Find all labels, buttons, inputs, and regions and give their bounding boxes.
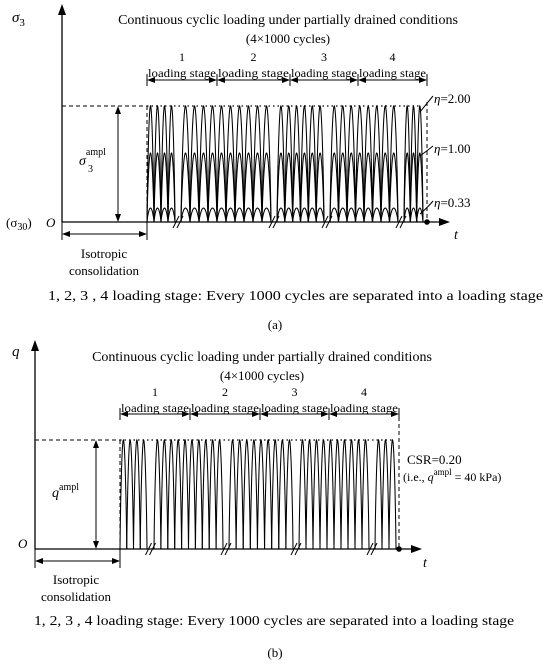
a-cycle-4-8-level-3 — [390, 208, 399, 222]
b-amplitude-label: $q^{ampl}$ — [52, 482, 79, 501]
a-cycle-4-3-level-1 — [347, 106, 356, 222]
a-cycle-3-5-level-3 — [308, 208, 316, 222]
b-cycle-2-3 — [168, 440, 175, 549]
a-cycle-1-4-level-1 — [168, 106, 175, 222]
b-y-axis-arrowhead — [31, 340, 39, 351]
b-cycle-4-5 — [327, 440, 334, 549]
b-cycle-2-2 — [161, 440, 168, 549]
b-cycle-4-3 — [313, 440, 320, 549]
a-consolidation-arrow-right — [139, 231, 147, 237]
b-cycle-1-1 — [120, 440, 127, 549]
a-cycle-2-1-level-1 — [181, 106, 190, 222]
b-cycle-5-1 — [375, 440, 382, 549]
a-title: Continuous cyclic loading under partially drained conditions — [118, 13, 458, 28]
a-cycle-2-10-level-3 — [262, 208, 271, 222]
b-cycle-4-4 — [320, 440, 327, 549]
a-cycle-5-1-level-3 — [404, 208, 410, 222]
b-stage-label-4: loading stage — [330, 401, 398, 415]
a-cycle-4-6-level-1 — [373, 106, 382, 222]
b-csr-note: (i.e., $q^{ampl} = 40$ kPa) — [403, 467, 502, 484]
a-cycle-3-6-level-3 — [316, 208, 324, 222]
a-cycle-2-8-level-3 — [244, 208, 253, 222]
b-cycle-2-5 — [182, 440, 189, 549]
a-x-axis-arrowhead — [439, 218, 450, 226]
b-cycle-4-6 — [334, 440, 341, 549]
b-cycle-3-2 — [236, 440, 243, 549]
a-stage-label-2: loading stage — [218, 66, 289, 80]
b-consolidation-label-line2: consolidation — [40, 589, 112, 604]
a-cycle-2-4-level-1 — [208, 106, 217, 222]
a-amplitude-arrow-bottom — [115, 214, 121, 222]
b-stage-number-3: 3 — [291, 385, 298, 399]
b-cycle-4-10 — [362, 440, 369, 549]
panel-a — [6, 4, 543, 332]
b-end-marker — [396, 546, 402, 552]
b-consolidation-arrow-right — [112, 558, 120, 564]
b-caption: (b) — [267, 645, 283, 660]
b-cycle-2-8 — [202, 440, 209, 549]
b-cycle-1-3 — [134, 440, 141, 549]
a-cycle-3-3-level-1 — [293, 106, 301, 222]
b-cycle-3-7 — [272, 440, 279, 549]
b-consolidation-label-line1: Isotropic — [52, 572, 100, 587]
a-consolidation-label-line2: consolidation — [68, 263, 140, 278]
a-cycle-2-8-level-1 — [244, 106, 253, 222]
a-cycle-3-2-level-3 — [285, 208, 293, 222]
a-origin-label: O — [46, 215, 56, 230]
b-cycle-4-1 — [299, 440, 306, 549]
a-cycle-4-8-level-1 — [390, 106, 399, 222]
a-cycle-2-6-level-1 — [226, 106, 235, 222]
b-cyclic-waveform — [120, 440, 396, 555]
a-cycle-2-9-level-1 — [253, 106, 262, 222]
b-consolidation-arrow-left — [35, 558, 43, 564]
a-cycle-4-3-level-3 — [347, 208, 356, 222]
a-cycle-2-5-level-3 — [217, 208, 226, 222]
a-cycle-1-2-level-1 — [154, 106, 161, 222]
b-cycle-4-9 — [355, 440, 362, 549]
b-cycle-2-7 — [195, 440, 202, 549]
b-footnote: 1, 2, 3 , 4 loading stage: Every 1000 cycles are separated into a loading stage — [34, 613, 515, 628]
a-cycle-3-1-level-3 — [277, 208, 285, 222]
a-cycle-3-4-level-1 — [301, 106, 309, 222]
b-amplitude-arrow-top — [93, 440, 99, 448]
b-cycle-1-2 — [127, 440, 134, 549]
b-stage-number-4: 4 — [361, 385, 367, 399]
a-cycle-1-1-level-1 — [147, 106, 154, 222]
b-loading-stages — [120, 385, 399, 440]
b-amplitude-arrow-bottom — [93, 541, 99, 549]
a-stage-number-2: 2 — [250, 50, 257, 64]
a-stage-label-4: loading stage — [359, 66, 426, 80]
b-stage-number-2: 2 — [222, 385, 228, 399]
a-stage-number-1: 1 — [179, 50, 185, 64]
a-cycle-2-7-level-3 — [235, 208, 244, 222]
a-cycle-5-3-level-1 — [417, 106, 423, 222]
a-cyclic-waveform — [147, 106, 423, 228]
a-cycle-2-1-level-3 — [181, 208, 190, 222]
a-eta-label-1: η=1.00 — [434, 141, 471, 156]
a-y-axis-arrowhead — [58, 4, 66, 15]
a-cycle-3-6-level-1 — [316, 106, 324, 222]
a-cycle-4-1-level-1 — [330, 106, 339, 222]
a-cycle-5-2-level-3 — [410, 208, 416, 222]
a-x-axis-label: t — [454, 228, 458, 243]
b-cycle-5-3 — [389, 440, 396, 549]
a-cycle-3-1-level-1 — [277, 106, 285, 222]
b-cycle-2-4 — [175, 440, 182, 549]
b-cycle-5-2 — [382, 440, 389, 549]
a-cycle-5-1-level-1 — [404, 106, 410, 222]
b-cycle-2-1 — [154, 440, 161, 549]
a-cycle-1-3-level-3 — [161, 208, 168, 222]
b-cycle-4-8 — [348, 440, 355, 549]
a-cycle-4-2-level-1 — [339, 106, 348, 222]
b-cycle-3-5 — [257, 440, 264, 549]
b-cycle-3-3 — [243, 440, 250, 549]
a-cycle-3-3-level-3 — [293, 208, 301, 222]
a-cycle-4-7-level-3 — [381, 208, 390, 222]
b-y-axis-label: q — [12, 344, 20, 360]
a-stage-label-3: loading stage — [291, 66, 357, 80]
a-cycle-2-2-level-3 — [190, 208, 199, 222]
a-cycles-label: (4×1000 cycles) — [245, 31, 331, 46]
b-cycles-label: (4×1000 cycles) — [219, 368, 305, 383]
b-cycle-3-9 — [286, 440, 293, 549]
b-x-axis-label: t — [423, 556, 427, 571]
b-cycle-3-1 — [229, 440, 236, 549]
a-cycle-2-5-level-1 — [217, 106, 226, 222]
a-caption: (a) — [267, 317, 283, 332]
a-cycle-5-3-level-3 — [417, 208, 423, 222]
a-base-stress-label: $(\sigma_{30})$ — [6, 215, 32, 233]
b-title: Continuous cyclic loading under partially drained conditions — [92, 350, 432, 365]
a-cycle-2-7-level-1 — [235, 106, 244, 222]
panel-b — [12, 340, 514, 660]
b-cycle-3-6 — [265, 440, 272, 549]
a-loading-stages — [147, 50, 427, 106]
a-cycle-2-6-level-3 — [226, 208, 235, 222]
a-cycle-4-4-level-3 — [356, 208, 365, 222]
a-cycle-2-9-level-3 — [253, 208, 262, 222]
a-cycle-4-2-level-3 — [339, 208, 348, 222]
a-consolidation-arrow-left — [62, 231, 70, 237]
a-eta-label-2: η=2.00 — [434, 91, 471, 106]
a-cycle-2-2-level-1 — [190, 106, 199, 222]
a-cycle-3-2-level-1 — [285, 106, 293, 222]
a-y-axis-label: $\sigma_3$ — [12, 10, 25, 29]
a-stage-number-4: 4 — [389, 50, 396, 64]
a-cycle-1-1-level-3 — [147, 208, 154, 222]
a-amplitude-label: $\sigma^{ampl}$ — [79, 147, 106, 169]
a-cycle-4-5-level-3 — [364, 208, 373, 222]
a-stage-number-3: 3 — [321, 50, 327, 64]
a-cycle-2-10-level-1 — [262, 106, 271, 222]
a-cycle-4-5-level-1 — [364, 106, 373, 222]
b-cycle-4-2 — [306, 440, 313, 549]
b-cycle-4-7 — [341, 440, 348, 549]
b-cycle-2-10 — [216, 440, 223, 549]
a-amplitude-arrow-top — [115, 106, 121, 114]
a-cycle-4-6-level-3 — [373, 208, 382, 222]
a-cycle-3-4-level-3 — [301, 208, 309, 222]
b-cycle-3-4 — [250, 440, 257, 549]
a-cycle-5-2-level-1 — [410, 106, 416, 222]
b-cycle-3-8 — [279, 440, 286, 549]
a-eta-label-033: η=0.33 — [434, 195, 471, 210]
b-cycle-2-6 — [189, 440, 196, 549]
b-stage-number-1: 1 — [152, 385, 158, 399]
a-cycle-4-7-level-1 — [381, 106, 390, 222]
b-cycle-1-4 — [140, 440, 147, 549]
b-x-axis-arrowhead — [411, 545, 422, 553]
a-footnote: 1, 2, 3 , 4 loading stage: Every 1000 cycles are separated into a loading stage — [48, 288, 544, 303]
b-stage-label-2: loading stage — [191, 401, 259, 415]
a-cycle-1-3-level-1 — [161, 106, 168, 222]
a-cycle-2-3-level-3 — [199, 208, 208, 222]
a-cycle-3-5-level-1 — [308, 106, 316, 222]
b-stage-label-3: loading stage — [261, 401, 328, 415]
b-origin-label: O — [18, 536, 28, 551]
a-cycle-2-4-level-3 — [208, 208, 217, 222]
a-cycle-1-2-level-3 — [154, 208, 161, 222]
a-end-marker — [424, 219, 430, 225]
b-cycle-2-9 — [209, 440, 216, 549]
a-cycle-2-3-level-1 — [199, 106, 208, 222]
a-cycle-1-4-level-3 — [168, 208, 175, 222]
a-amplitude-subscript: 3 — [88, 164, 93, 175]
a-consolidation-label-line1: Isotropic — [80, 246, 128, 261]
a-cycle-4-4-level-1 — [356, 106, 365, 222]
b-stage-label-1: loading stage — [121, 401, 189, 415]
a-cycle-4-1-level-3 — [330, 208, 339, 222]
b-csr-label: CSR=0.20 — [407, 452, 462, 467]
a-stage-label-1: loading stage — [148, 66, 216, 80]
